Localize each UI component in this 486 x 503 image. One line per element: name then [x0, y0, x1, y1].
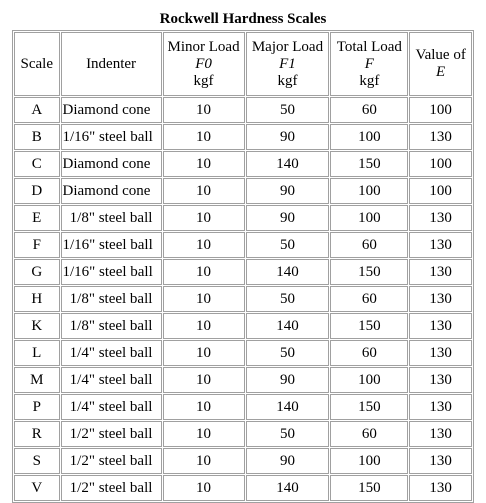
- header-total-load-symbol: F: [364, 55, 374, 72]
- cell-scale: V: [14, 475, 60, 501]
- cell-major-load: 90: [246, 124, 330, 150]
- header-total-load-title: Total Load: [336, 38, 402, 55]
- header-major-load-unit: kgf: [277, 72, 298, 89]
- table-row: [14, 124, 472, 150]
- cell-value-of-e: 130: [409, 448, 472, 474]
- rockwell-hardness-table: [12, 30, 474, 503]
- cell-total-load: 150: [330, 259, 408, 285]
- header-value-of-e-symbol: E: [436, 64, 446, 80]
- cell-major-load: 140: [246, 259, 330, 285]
- cell-value-of-e: 130: [409, 286, 472, 312]
- cell-total-load: 100: [330, 205, 408, 231]
- header-major-load-title: Major Load: [251, 38, 324, 55]
- cell-major-load: 140: [246, 475, 330, 501]
- cell-value-of-e: 130: [409, 367, 472, 393]
- cell-indenter: 1/2" steel ball: [61, 475, 162, 501]
- cell-indenter: Diamond cone: [61, 178, 162, 204]
- cell-major-load: 90: [246, 178, 330, 204]
- header-minor-load-unit: kgf: [193, 72, 214, 89]
- cell-total-load: 60: [330, 421, 408, 447]
- cell-major-load: 50: [246, 97, 330, 123]
- cell-indenter: 1/16" steel ball: [61, 124, 162, 150]
- cell-major-load: 140: [246, 313, 330, 339]
- cell-major-load: 50: [246, 340, 330, 366]
- cell-major-load: 90: [246, 448, 330, 474]
- cell-minor-load: 10: [163, 448, 245, 474]
- cell-total-load: 100: [330, 448, 408, 474]
- cell-scale: S: [14, 448, 60, 474]
- table-row: [14, 178, 472, 204]
- cell-major-load: 140: [246, 394, 330, 420]
- cell-minor-load: 10: [163, 313, 245, 339]
- header-total-load-unit: kgf: [359, 72, 380, 89]
- cell-minor-load: 10: [163, 340, 245, 366]
- cell-total-load: 100: [330, 367, 408, 393]
- cell-value-of-e: 130: [409, 394, 472, 420]
- table-row: [14, 367, 472, 393]
- cell-value-of-e: 100: [409, 178, 472, 204]
- cell-total-load: 150: [330, 475, 408, 501]
- cell-indenter: 1/8" steel ball: [61, 313, 162, 339]
- cell-value-of-e: 130: [409, 124, 472, 150]
- table-row: [14, 259, 472, 285]
- header-indenter: Indenter: [61, 32, 162, 96]
- cell-minor-load: 10: [163, 421, 245, 447]
- table-row: [14, 394, 472, 420]
- cell-scale: K: [14, 313, 60, 339]
- cell-scale: F: [14, 232, 60, 258]
- cell-scale: H: [14, 286, 60, 312]
- cell-indenter: Diamond cone: [61, 151, 162, 177]
- cell-total-load: 60: [330, 286, 408, 312]
- header-major-load: [246, 32, 330, 96]
- cell-indenter: 1/8" steel ball: [61, 205, 162, 231]
- cell-indenter: 1/16" steel ball: [61, 259, 162, 285]
- cell-value-of-e: 130: [409, 340, 472, 366]
- cell-minor-load: 10: [163, 286, 245, 312]
- table-row: [14, 340, 472, 366]
- table-row: [14, 151, 472, 177]
- cell-major-load: 50: [246, 232, 330, 258]
- cell-value-of-e: 100: [409, 151, 472, 177]
- cell-scale: B: [14, 124, 60, 150]
- header-minor-load: [163, 32, 245, 96]
- table-row: [14, 286, 472, 312]
- header-minor-load-title: Minor Load: [167, 38, 240, 55]
- table-row: [14, 421, 472, 447]
- cell-value-of-e: 130: [409, 313, 472, 339]
- table-row: [14, 232, 472, 258]
- table-row: [14, 97, 472, 123]
- cell-indenter: 1/4" steel ball: [61, 394, 162, 420]
- cell-scale: L: [14, 340, 60, 366]
- cell-minor-load: 10: [163, 259, 245, 285]
- header-total-load: [330, 32, 408, 96]
- cell-indenter: Diamond cone: [61, 97, 162, 123]
- cell-indenter: 1/8" steel ball: [61, 286, 162, 312]
- table-row: [14, 205, 472, 231]
- cell-major-load: 90: [246, 367, 330, 393]
- cell-total-load: 150: [330, 151, 408, 177]
- cell-value-of-e: 100: [409, 97, 472, 123]
- cell-scale: M: [14, 367, 60, 393]
- cell-scale: G: [14, 259, 60, 285]
- cell-minor-load: 10: [163, 367, 245, 393]
- cell-indenter: 1/4" steel ball: [61, 340, 162, 366]
- cell-indenter: 1/2" steel ball: [61, 421, 162, 447]
- cell-major-load: 50: [246, 421, 330, 447]
- cell-value-of-e: 130: [409, 205, 472, 231]
- cell-value-of-e: 130: [409, 259, 472, 285]
- cell-indenter: 1/4" steel ball: [61, 367, 162, 393]
- cell-major-load: 140: [246, 151, 330, 177]
- cell-minor-load: 10: [163, 124, 245, 150]
- header-minor-load-symbol: F0: [195, 55, 212, 72]
- cell-scale: C: [14, 151, 60, 177]
- cell-minor-load: 10: [163, 178, 245, 204]
- cell-minor-load: 10: [163, 475, 245, 501]
- table-title: Rockwell Hardness Scales: [159, 11, 327, 27]
- cell-scale: A: [14, 97, 60, 123]
- cell-scale: P: [14, 394, 60, 420]
- header-major-load-symbol: F1: [279, 55, 296, 72]
- table-row: [14, 313, 472, 339]
- cell-value-of-e: 130: [409, 232, 472, 258]
- cell-total-load: 150: [330, 313, 408, 339]
- cell-major-load: 50: [246, 286, 330, 312]
- table-row: [14, 475, 472, 501]
- cell-total-load: 60: [330, 232, 408, 258]
- cell-total-load: 100: [330, 124, 408, 150]
- header-value-of-e-title: Value of: [415, 47, 466, 63]
- cell-major-load: 90: [246, 205, 330, 231]
- cell-minor-load: 10: [163, 232, 245, 258]
- table-header: [14, 32, 472, 96]
- cell-scale: D: [14, 178, 60, 204]
- header-value-of-e: [409, 32, 472, 96]
- cell-value-of-e: 130: [409, 421, 472, 447]
- cell-minor-load: 10: [163, 394, 245, 420]
- header-scale: Scale: [14, 32, 60, 96]
- cell-minor-load: 10: [163, 97, 245, 123]
- cell-total-load: 100: [330, 178, 408, 204]
- table-row: [14, 448, 472, 474]
- cell-minor-load: 10: [163, 205, 245, 231]
- cell-total-load: 60: [330, 340, 408, 366]
- cell-indenter: 1/16" steel ball: [61, 232, 162, 258]
- cell-scale: E: [14, 205, 60, 231]
- cell-minor-load: 10: [163, 151, 245, 177]
- header-row: [14, 32, 472, 96]
- table-body: [14, 97, 472, 501]
- cell-scale: R: [14, 421, 60, 447]
- cell-value-of-e: 130: [409, 475, 472, 501]
- cell-total-load: 60: [330, 97, 408, 123]
- cell-indenter: 1/2" steel ball: [61, 448, 162, 474]
- cell-total-load: 150: [330, 394, 408, 420]
